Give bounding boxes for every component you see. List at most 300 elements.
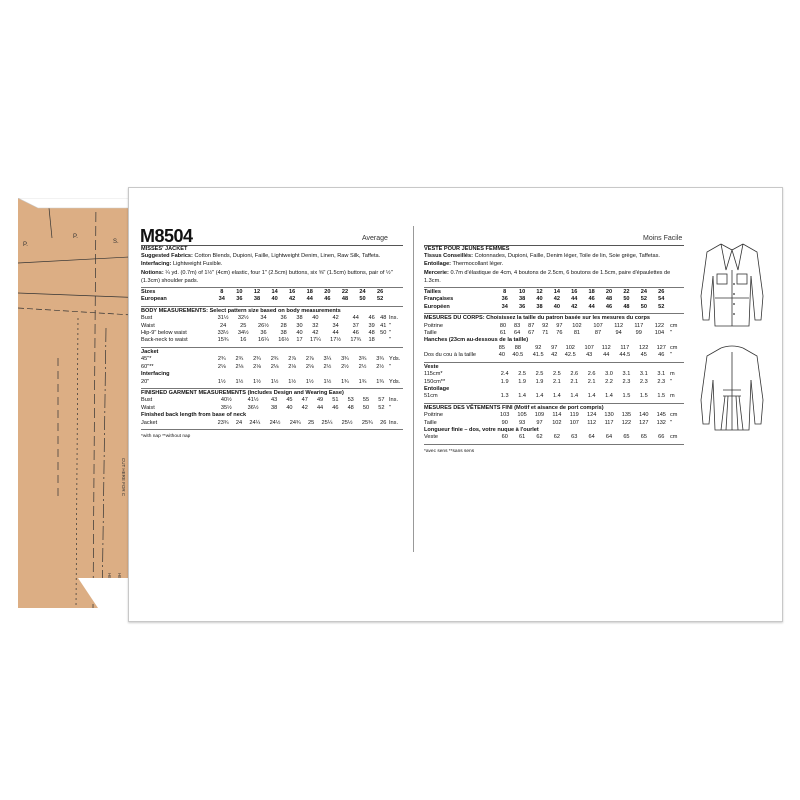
table-cell: 122	[654, 322, 665, 329]
row-label: Veste	[424, 434, 438, 441]
table-row	[424, 330, 684, 337]
table-cell: 80	[499, 322, 507, 329]
table-cell: 87	[594, 330, 602, 337]
unit-label: Yds.	[389, 378, 401, 385]
table-cell: 2½	[323, 363, 332, 370]
interfacing-yardage-table	[141, 379, 403, 386]
unit-label: "	[389, 322, 391, 329]
table-cell: 1.9	[535, 378, 544, 385]
jacket-yardage-label-fr: Veste	[424, 363, 439, 370]
row-label: 20"	[141, 378, 150, 385]
row-label: 115cm*	[424, 371, 443, 378]
table-cell: 36½	[247, 404, 259, 411]
table-cell: 55	[362, 397, 370, 404]
table-cell: 48	[380, 315, 387, 322]
table-row	[424, 420, 684, 427]
table-cell: 38	[271, 404, 278, 411]
table-cell: 46	[332, 404, 339, 411]
table-cell: 112	[614, 322, 624, 329]
jacket-yardage-table-fr	[424, 371, 684, 386]
body-measurements-heading-fr: MESURES DU CORPS: Choisissez la taille du patron basée sur les mesures du corps	[424, 315, 650, 322]
row-label: Hip-9" below waist	[141, 330, 187, 337]
back-length-label: Finished back length from base of neck	[141, 412, 247, 419]
table-cell: 16	[240, 337, 247, 344]
table-cell: 32½	[237, 315, 249, 322]
garment-title-fr: VESTE POUR JEUNES FEMMES	[424, 246, 510, 252]
table-row	[424, 323, 684, 330]
table-cell: 3¼	[323, 356, 332, 363]
table-row	[141, 323, 403, 330]
table-cell: 2¾	[270, 356, 279, 363]
table-cell: 61	[499, 330, 507, 337]
table-cell: 63	[571, 434, 578, 441]
table-cell: 53	[347, 397, 354, 404]
table-cell: 45	[286, 397, 293, 404]
table-cell: 48	[368, 330, 375, 337]
table-cell: 46	[658, 352, 665, 359]
table-cell: 2.1	[570, 378, 579, 385]
column-divider	[413, 226, 414, 552]
row-label: 60"**	[141, 363, 154, 370]
table-cell: 97	[556, 322, 563, 329]
table-cell: 31½	[217, 315, 229, 322]
table-row	[141, 337, 403, 344]
table-cell: 36	[280, 315, 287, 322]
table-cell: 107	[584, 344, 594, 351]
table-cell: 1¾	[341, 378, 349, 385]
table-row	[141, 405, 403, 412]
table-cell: 2⅞	[305, 356, 314, 363]
table-cell: 104	[654, 330, 665, 337]
tissue-label: CUT HERE FOR C	[121, 458, 126, 497]
unit-label: Ins.	[389, 315, 399, 322]
body-measurements-heading: BODY MEASUREMENTS: Select pattern size based on body measurements	[141, 307, 341, 314]
table-cell: 61	[518, 434, 526, 441]
table-cell: 38	[280, 330, 287, 337]
row-label: Poitrine	[424, 322, 443, 329]
table-cell: 41	[380, 322, 387, 329]
row-label: Taille	[424, 419, 437, 426]
table-cell: 1½	[253, 378, 261, 385]
table-cell: 122	[639, 344, 649, 351]
table-cell: 102	[572, 322, 582, 329]
table-cell: 33½	[217, 330, 229, 337]
table-row	[424, 352, 684, 359]
table-cell: 2⅛	[235, 363, 244, 370]
table-cell: 88	[514, 344, 521, 351]
table-cell: 119	[569, 412, 579, 419]
table-row	[424, 412, 684, 419]
back-length-label-fr: Longueur finie – dos, votre nuque à l'ourlet	[424, 426, 539, 433]
finished-measurements-heading-fr: MESURES DES VÊTEMENTS FINI (Motif et aisance de port compris)	[424, 404, 604, 411]
table-cell: 94	[615, 330, 622, 337]
table-cell: 2⅞	[288, 356, 297, 363]
table-cell: 26	[380, 419, 387, 426]
tissue-mark: P.	[73, 234, 78, 240]
table-cell: 30	[296, 322, 303, 329]
nap-footnote-fr: *avec sens **sans sens	[424, 448, 475, 454]
table-cell: 34½	[237, 330, 249, 337]
table-row	[424, 434, 684, 441]
unit-label: "	[670, 330, 672, 337]
table-cell: 1¾	[376, 378, 385, 385]
table-cell: 2½	[358, 363, 367, 370]
table-cell: 42	[332, 315, 339, 322]
table-cell: 25¾	[361, 419, 373, 426]
table-cell: 62	[553, 434, 560, 441]
table-cell: 109	[534, 412, 545, 419]
table-cell: 2.5	[518, 371, 526, 378]
pattern-code: M8504	[140, 226, 193, 246]
table-cell: 1½	[270, 378, 279, 385]
finished-measurements-table-fr	[424, 412, 684, 427]
table-cell: 25	[307, 419, 315, 426]
table-cell: 1¾	[358, 378, 367, 385]
table-cell: 2½	[341, 363, 349, 370]
nap-footnote: *with nap **without nap	[141, 433, 191, 439]
tissue-mark: S.	[113, 239, 119, 245]
finished-measurements-heading: FINISHED GARMENT MEASUREMENTS (Includes Design and Wearing Ease)	[141, 389, 344, 396]
table-cell: 2⅛	[288, 363, 297, 370]
table-cell: 2½	[376, 363, 385, 370]
table-cell: 25½	[341, 419, 353, 426]
difficulty-level: Average	[362, 235, 388, 242]
table-cell: 1.4	[587, 393, 596, 400]
table-cell: 3.0	[605, 371, 613, 378]
unit-label: "	[670, 352, 672, 359]
table-cell: 124	[586, 412, 597, 419]
table-cell: 50	[362, 404, 370, 411]
hip-label-fr: Hanches (23cm au-dessous de la taille)	[424, 337, 529, 344]
table-cell: 97	[536, 419, 543, 426]
back-length-table-fr	[424, 434, 684, 441]
table-cell: 36	[260, 330, 267, 337]
table-cell: 102	[552, 419, 562, 426]
envelope-flap	[18, 198, 138, 608]
table-cell: 1.4	[570, 393, 579, 400]
table-cell: 107	[593, 322, 603, 329]
table-cell: 2⅛	[305, 363, 314, 370]
table-cell: 48	[347, 404, 354, 411]
table-cell: 40	[312, 315, 319, 322]
table-cell: 64	[514, 330, 521, 337]
table-cell: 44	[332, 330, 339, 337]
sizes-table: Sizes 8 10 12 14 16 18 20 22 24 26 European 34 36 38 40 42 44 46 48 50 52	[141, 289, 384, 303]
table-cell: 2.1	[552, 378, 561, 385]
table-row	[141, 356, 403, 363]
table-cell: 127	[639, 419, 649, 426]
table-cell	[377, 337, 389, 344]
table-cell: 47	[301, 397, 308, 404]
table-cell: 1.4	[535, 393, 544, 400]
table-cell: 44	[316, 404, 324, 411]
interfacing-line: Interfacing: Lightweight Fusible.	[141, 260, 223, 267]
table-cell: 2⅛	[253, 363, 261, 370]
table-cell: 18	[368, 337, 375, 344]
table-cell: 2.5	[552, 371, 561, 378]
table-cell: 40.5	[512, 352, 524, 359]
table-cell: 107	[569, 419, 579, 426]
row-label: Poitrine	[424, 412, 443, 419]
unit-label: Ins.	[389, 397, 399, 404]
interfacing-yardage-label: Interfacing	[141, 371, 170, 378]
table-cell: 64	[605, 434, 613, 441]
table-cell: 1.3	[500, 393, 509, 400]
table-cell: 1½	[235, 378, 244, 385]
unit-label: "	[670, 378, 672, 385]
row-label: Waist	[141, 404, 155, 411]
table-cell: 45	[640, 352, 647, 359]
table-cell: 24¼	[249, 419, 261, 426]
table-cell: 42	[301, 404, 308, 411]
french-column	[424, 245, 684, 455]
table-cell: 3.1	[622, 371, 631, 378]
row-label: 150cm**	[424, 378, 446, 385]
row-label: Waist	[141, 322, 155, 329]
notions-line: Notions: ¼ yd. (0.7m) of 1½" (4cm) elastic, four 1" (2.5cm) buttons, six ⅝" (1.5cm) buttons, pair of ½" (1.3cm) shoulder pads.	[141, 270, 393, 284]
table-cell: 65	[640, 434, 647, 441]
table-cell: 1.4	[605, 393, 613, 400]
table-cell: 37	[352, 322, 359, 329]
table-row	[141, 397, 403, 404]
table-row	[424, 379, 684, 386]
table-cell: 46	[368, 315, 375, 322]
table-cell: 114	[552, 412, 562, 419]
fabrics-line-fr: Tissus Conseillés: Cotonnades, Dupioni, Faille, Denim léger, Toile de lin, Soie grège, Taffetas.	[424, 253, 660, 260]
table-cell: 117	[634, 322, 644, 329]
table-row	[141, 420, 403, 427]
table-cell: 2.1	[587, 378, 596, 385]
table-cell: 28	[280, 322, 287, 329]
table-cell: 3¾	[341, 356, 349, 363]
hip-table-fr	[424, 345, 684, 360]
table-cell: 34	[260, 315, 267, 322]
table-cell: 17½	[330, 337, 342, 344]
table-cell: 38	[296, 315, 303, 322]
table-cell: 67	[528, 330, 535, 337]
unit-label: m	[670, 393, 675, 400]
table-cell: 52	[378, 404, 385, 411]
garment-title: MISSES' JACKET	[141, 246, 188, 252]
finished-measurements-table	[141, 397, 403, 412]
table-cell: 117	[620, 344, 630, 351]
table-cell: 1.9	[500, 378, 509, 385]
tissue-mark: P.	[23, 242, 28, 248]
table-cell: 40	[286, 404, 293, 411]
row-label: Taille	[424, 330, 437, 337]
table-cell: 92	[542, 322, 549, 329]
table-cell: 40½	[220, 397, 232, 404]
notions-line-fr: Mercerie: 0.7m d'élastique de 4cm, 4 boutons de 2.5cm, 6 boutons de 1.5cm, paire d'épaulettes de 1.3cm.	[424, 270, 671, 284]
row-label: 51cm	[424, 393, 438, 400]
table-cell: 43	[586, 352, 593, 359]
unit-label: cm	[670, 412, 678, 419]
table-cell: 2.2	[605, 378, 613, 385]
table-cell: 122	[621, 419, 632, 426]
body-measurements-table-fr	[424, 323, 684, 338]
table-cell: 3¾	[358, 356, 367, 363]
table-cell: 62	[536, 434, 543, 441]
unit-label: "	[389, 330, 391, 337]
table-cell: 42	[312, 330, 319, 337]
table-cell: 42	[551, 352, 558, 359]
table-cell: 44	[603, 352, 610, 359]
difficulty-level-fr: Moins Facile	[643, 235, 683, 242]
table-cell: 32	[312, 322, 319, 329]
table-row	[424, 393, 684, 400]
table-cell: 1.4	[552, 393, 561, 400]
table-cell: 92	[535, 344, 542, 351]
table-cell: 35½	[220, 404, 232, 411]
unit-label: m	[670, 371, 675, 378]
row-label: Bust	[141, 315, 153, 322]
interfacing-line-fr: Entoilage: Thermocollant léger.	[424, 260, 504, 267]
table-cell: 97	[551, 344, 558, 351]
unit-label: Ins.	[389, 419, 399, 426]
table-row	[141, 315, 403, 322]
table-cell: 1.5	[639, 393, 648, 400]
table-cell: 66	[658, 434, 665, 441]
sizes-table-fr: Tailles 8 10 12 14 16 18 20 22 24 26 Françaises 36 38 40 42 44 46 48 50 52 54 Européen 34 36 38 40 42 44 46 48 50 52	[424, 289, 665, 310]
table-cell: 2⅛	[217, 363, 226, 370]
jacket-front-sketch	[693, 236, 771, 332]
table-cell: 99	[635, 330, 642, 337]
table-cell: 3.1	[639, 371, 648, 378]
table-cell: 2.4	[500, 371, 509, 378]
table-cell: 41.5	[532, 352, 544, 359]
table-cell: 83	[514, 322, 521, 329]
table-cell: 60	[501, 434, 508, 441]
table-cell: 2.3	[657, 378, 666, 385]
table-cell: 50	[380, 330, 387, 337]
table-cell: 51	[332, 397, 339, 404]
fabrics-line: Suggested Fabrics: Cotton Blends, Dupioni, Faille, Lightweight Denim, Linen, Raw Silk, Taffeta.	[141, 253, 381, 260]
table-cell: 1½	[323, 378, 332, 385]
unit-label: cm	[670, 344, 678, 351]
table-cell: 17	[296, 337, 303, 344]
table-cell: 39	[368, 322, 375, 329]
table-cell: 43	[271, 397, 278, 404]
table-cell: 41½	[247, 397, 259, 404]
unit-label: "	[389, 363, 391, 370]
table-cell: 93	[518, 419, 526, 426]
body-measurements-table	[141, 315, 403, 345]
table-cell: 90	[501, 419, 508, 426]
unit-label: "	[389, 404, 391, 411]
table-cell: 2.6	[587, 371, 596, 378]
jacket-yardage-table	[141, 356, 403, 371]
table-cell: 135	[621, 412, 632, 419]
table-cell: 2.6	[570, 371, 579, 378]
table-cell: 1.5	[657, 393, 666, 400]
unit-label: cm	[670, 434, 678, 441]
instruction-sheet	[128, 187, 783, 622]
table-cell: 81	[573, 330, 581, 337]
table-cell: 87	[528, 322, 535, 329]
table-cell: 17¾	[350, 337, 362, 344]
table-cell: 25¼	[321, 419, 333, 426]
table-cell: 15¾	[217, 337, 229, 344]
table-cell: 25	[240, 322, 247, 329]
table-cell: 26½	[258, 322, 269, 329]
table-cell: 49	[316, 397, 324, 404]
unit-label: Yds.	[389, 356, 401, 363]
table-cell: 1.4	[518, 393, 526, 400]
unit-label: cm	[670, 322, 678, 329]
table-cell: 2.3	[639, 378, 648, 385]
row-label	[424, 345, 496, 352]
table-cell: 130	[604, 412, 614, 419]
table-cell: 145	[656, 412, 666, 419]
row-label: Bust	[141, 397, 153, 404]
jacket-back-sketch	[693, 340, 771, 436]
back-length-table	[141, 420, 403, 427]
table-cell: 44	[352, 315, 359, 322]
table-cell: 2¾	[235, 356, 244, 363]
table-cell: 1.5	[622, 393, 631, 400]
table-cell: 34	[332, 322, 339, 329]
table-cell: 112	[601, 344, 611, 351]
table-cell: 140	[639, 412, 649, 419]
table-cell: 40	[498, 352, 505, 359]
unit-label: "	[670, 419, 672, 426]
table-row	[141, 379, 403, 386]
unit-label: "	[389, 337, 391, 344]
table-cell: 1.9	[518, 378, 526, 385]
table-cell: 24	[219, 322, 227, 329]
table-cell: 105	[517, 412, 527, 419]
table-cell: 103	[500, 412, 510, 419]
table-cell: 2.3	[622, 378, 631, 385]
table-cell: 76	[556, 330, 563, 337]
table-cell: 2.5	[535, 371, 544, 378]
table-cell: 16¼	[258, 337, 269, 344]
table-cell: 3.1	[657, 371, 666, 378]
table-cell: 24¾	[289, 419, 301, 426]
table-cell: 46	[352, 330, 359, 337]
table-cell: 2¾	[217, 356, 226, 363]
table-cell: 2⅛	[270, 363, 279, 370]
table-cell: 16½	[278, 337, 290, 344]
table-cell: 71	[542, 330, 549, 337]
table-cell: 17¼	[309, 337, 321, 344]
table-cell: 3¾	[376, 356, 385, 363]
table-cell: 1½	[305, 378, 314, 385]
table-cell: 65	[623, 434, 630, 441]
jacket-yardage-label: Jacket	[141, 348, 159, 355]
table-cell: 127	[656, 344, 666, 351]
table-cell: 42.5	[564, 352, 576, 359]
table-cell: 24	[235, 419, 243, 426]
english-column	[141, 245, 403, 440]
interfacing-yardage-table-fr	[424, 393, 684, 400]
table-cell: 112	[587, 419, 597, 426]
table-cell: 1½	[217, 378, 226, 385]
table-cell: 23¾	[217, 419, 229, 426]
table-cell: 57	[378, 397, 385, 404]
table-cell: 24½	[269, 419, 281, 426]
table-cell: 44.5	[619, 352, 631, 359]
table-cell: 40	[296, 330, 303, 337]
table-row	[141, 330, 403, 337]
interfacing-yardage-label-fr: Entoilage	[424, 385, 450, 392]
table-cell: 2¾	[253, 356, 261, 363]
table-cell: 1½	[288, 378, 297, 385]
row-label: 45"*	[141, 356, 152, 363]
table-cell: 64	[588, 434, 595, 441]
table-row	[141, 364, 403, 371]
table-row	[424, 345, 684, 352]
